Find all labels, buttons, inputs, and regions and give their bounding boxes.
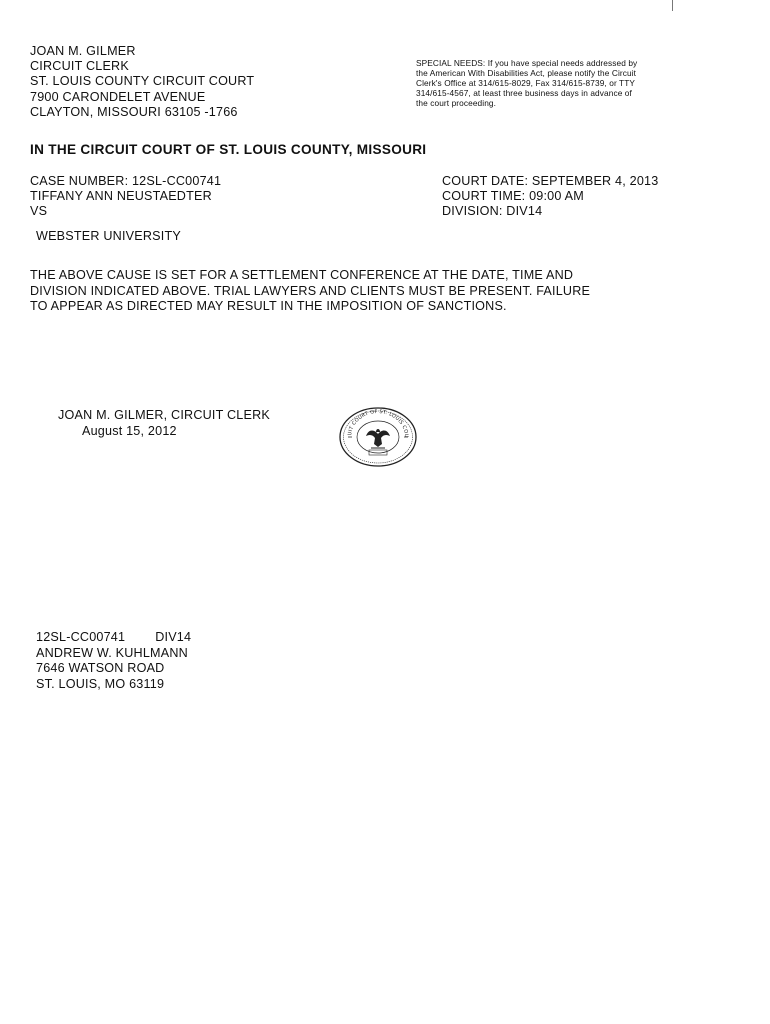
scan-mark [672,0,673,11]
mailing-address-block [36,630,191,692]
special-needs-line: Clerk's Office at 314/615-8029, Fax 314/615-8739, or TTY [416,78,636,89]
clerk-address-line: CIRCUIT CLERK [30,59,129,74]
court-time: COURT TIME: 09:00 AM [442,189,584,203]
mailing-address-line: 7646 WATSON ROAD [36,661,165,675]
clerk-address-line: ST. LOUIS COUNTY CIRCUIT COURT [30,74,255,89]
signature-date: August 15, 2012 [82,423,177,438]
case-parties-block [30,174,221,219]
mailing-case-line [36,630,191,646]
court-title: IN THE CIRCUIT COURT OF ST. LOUIS COUNTY, MISSOURI [30,142,427,157]
special-needs-line: 314/615-4567, at least three business days in advance of [416,88,632,99]
special-needs-line: SPECIAL NEEDS: If you have special needs addressed by [416,58,638,68]
mailing-division: DIV14 [155,630,192,644]
notice-line: DIVISION INDICATED ABOVE. TRIAL LAWYERS AND CLIENTS MUST BE PRESENT. FAILURE [30,283,591,298]
notice-line: THE ABOVE CAUSE IS SET FOR A SETTLEMENT CONFERENCE AT THE DATE, TIME AND [30,268,574,282]
clerk-address-line: CLAYTON, MISSOURI 63105 -1766 [30,104,238,119]
court-division: DIVISION: DIV14 [442,204,543,218]
versus-label: VS [30,204,48,218]
special-needs-line: the American With Disabilities Act, please notify the Circuit [416,68,637,79]
clerk-signature-block [58,408,270,439]
special-needs-notice [416,58,716,108]
notice-line: TO APPEAR AS DIRECTED MAY RESULT IN THE IMPOSITION OF SANCTIONS. [30,299,507,313]
mailing-address-line: ANDREW W. KUHLMANN [36,645,188,660]
settlement-notice [30,268,720,315]
mailing-case-ref: 12SL-CC00741 [36,630,126,644]
mailing-address-line: ST. LOUIS, MO 63119 [36,676,165,691]
clerk-address-block [30,44,254,120]
court-schedule-block [442,174,658,219]
court-seal-eagle-icon [338,406,418,468]
defendant-name: WEBSTER UNIVERSITY [36,229,181,243]
court-date: COURT DATE: SEPTEMBER 4, 2013 [442,174,659,188]
seal-legend: UIT COURT OF ST. LOUIS COU [347,408,410,438]
case-number: CASE NUMBER: 12SL-CC00741 [30,174,222,188]
plaintiff-name: TIFFANY ANN NEUSTAEDTER [30,189,212,203]
clerk-address-line: 7900 CARONDELET AVENUE [30,89,206,104]
clerk-address-line: JOAN M. GILMER [30,44,136,58]
special-needs-line: the court proceeding. [416,98,497,109]
clerk-signature-name: JOAN M. GILMER, CIRCUIT CLERK [58,408,270,422]
